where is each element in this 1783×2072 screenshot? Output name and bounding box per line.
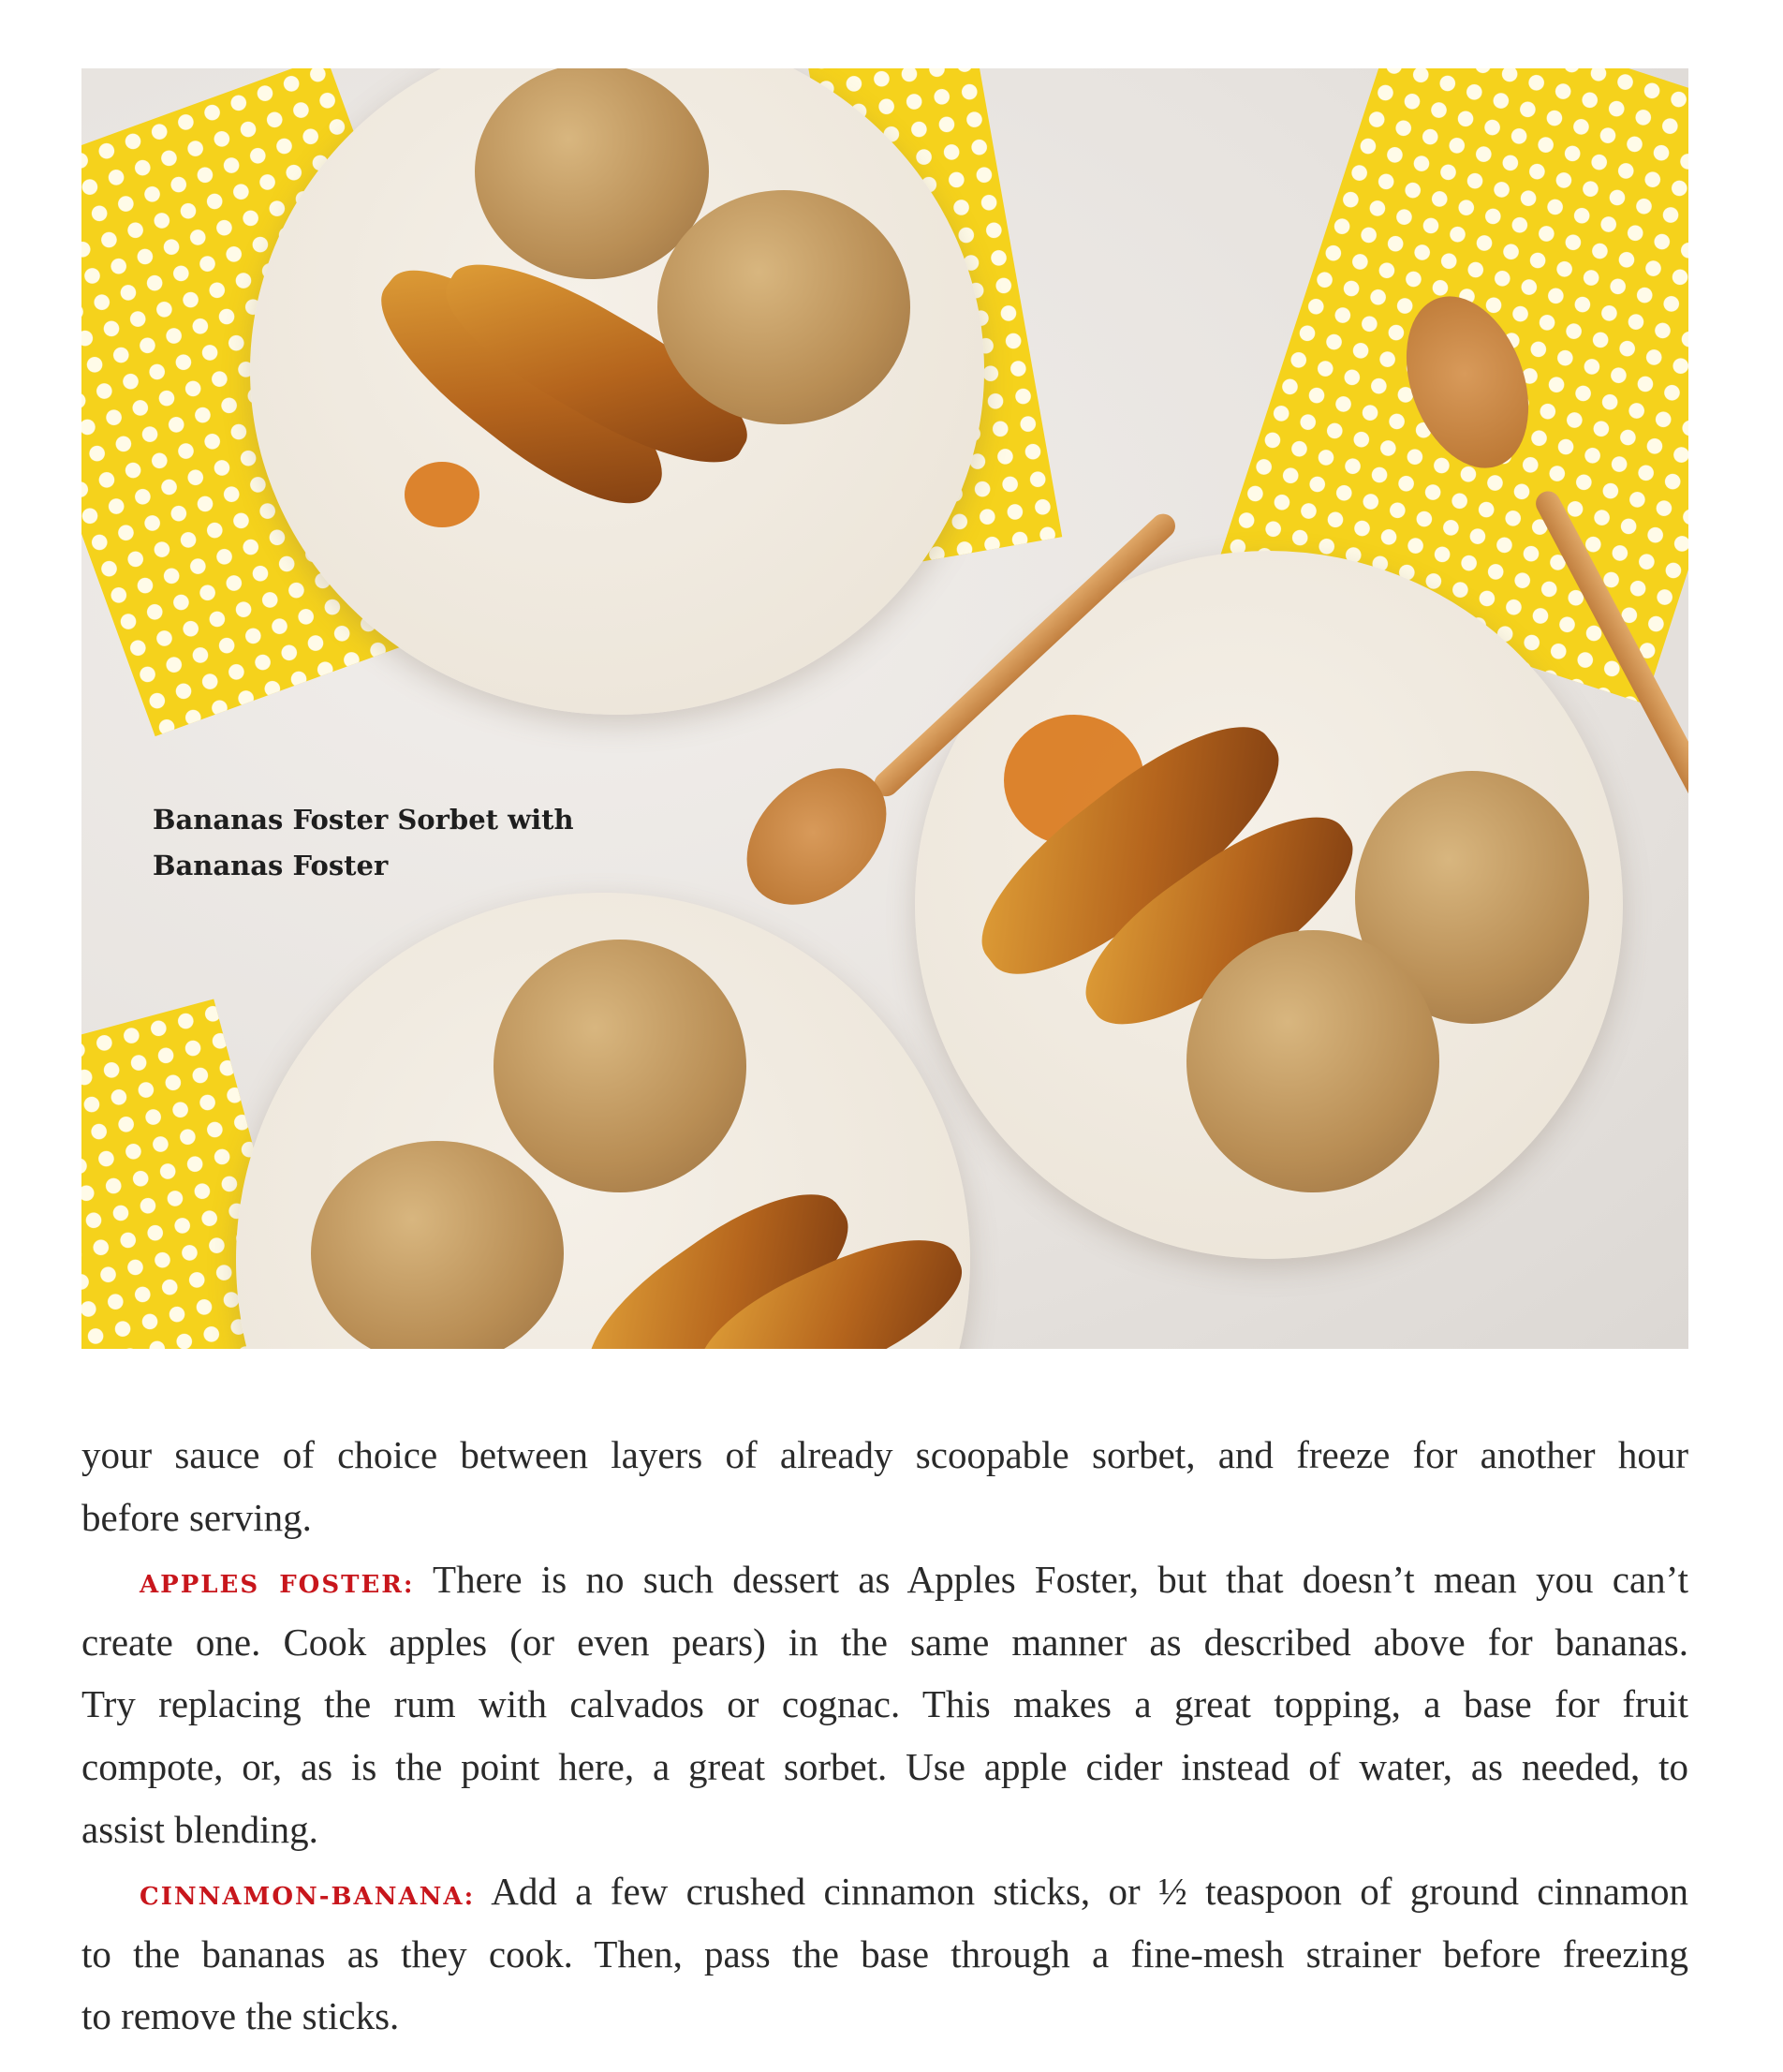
scoop-4 — [1186, 930, 1439, 1192]
text-line: to the bananas as they cook. Then, pass the base through a fine-mesh strainer before freezing — [81, 1931, 1688, 1976]
text-line: compote, or, as is the point here, a great sorbet. Use apple cider instead of water, as needed, to — [81, 1744, 1688, 1788]
sauce-1 — [405, 462, 479, 527]
text-line: before serving. — [81, 1495, 312, 1539]
apples-foster-line — [81, 1548, 1688, 1611]
text-line: create one. Cook apples (or even pears) in the same manner as described above for bananas. — [81, 1620, 1688, 1664]
body-text — [81, 1424, 1688, 2048]
cinnamon-banana-line — [81, 1860, 1688, 1923]
text-line: Try replacing the rum with calvados or cognac. This makes a great topping, a base for fruit — [81, 1682, 1688, 1726]
text-line: assist blending. — [81, 1807, 318, 1851]
text-line: to remove the sticks. — [81, 1994, 400, 2038]
scoop-2 — [657, 190, 910, 424]
variation-heading-cinnamon-banana: CINNAMON-BANANA: — [140, 1883, 476, 1912]
photo-caption — [153, 797, 574, 889]
variation-heading-apples-foster: APPLES FOSTER: — [140, 1571, 415, 1600]
dessert-photo — [81, 68, 1688, 1349]
scoop-5 — [494, 940, 746, 1192]
text-span: There is no such dessert as Apples Foster, but that doesn’t mean you can’t — [433, 1558, 1688, 1602]
caption-line: Bananas Foster Sorbet with — [153, 804, 574, 836]
caption-line: Bananas Foster — [153, 850, 389, 881]
text-line: your sauce of choice between layers of already scoopable sorbet, and freeze for another hour — [81, 1433, 1688, 1476]
text-span: Add a few crushed cinnamon sticks, or ½ teaspoon of ground cinnamon — [491, 1870, 1688, 1914]
